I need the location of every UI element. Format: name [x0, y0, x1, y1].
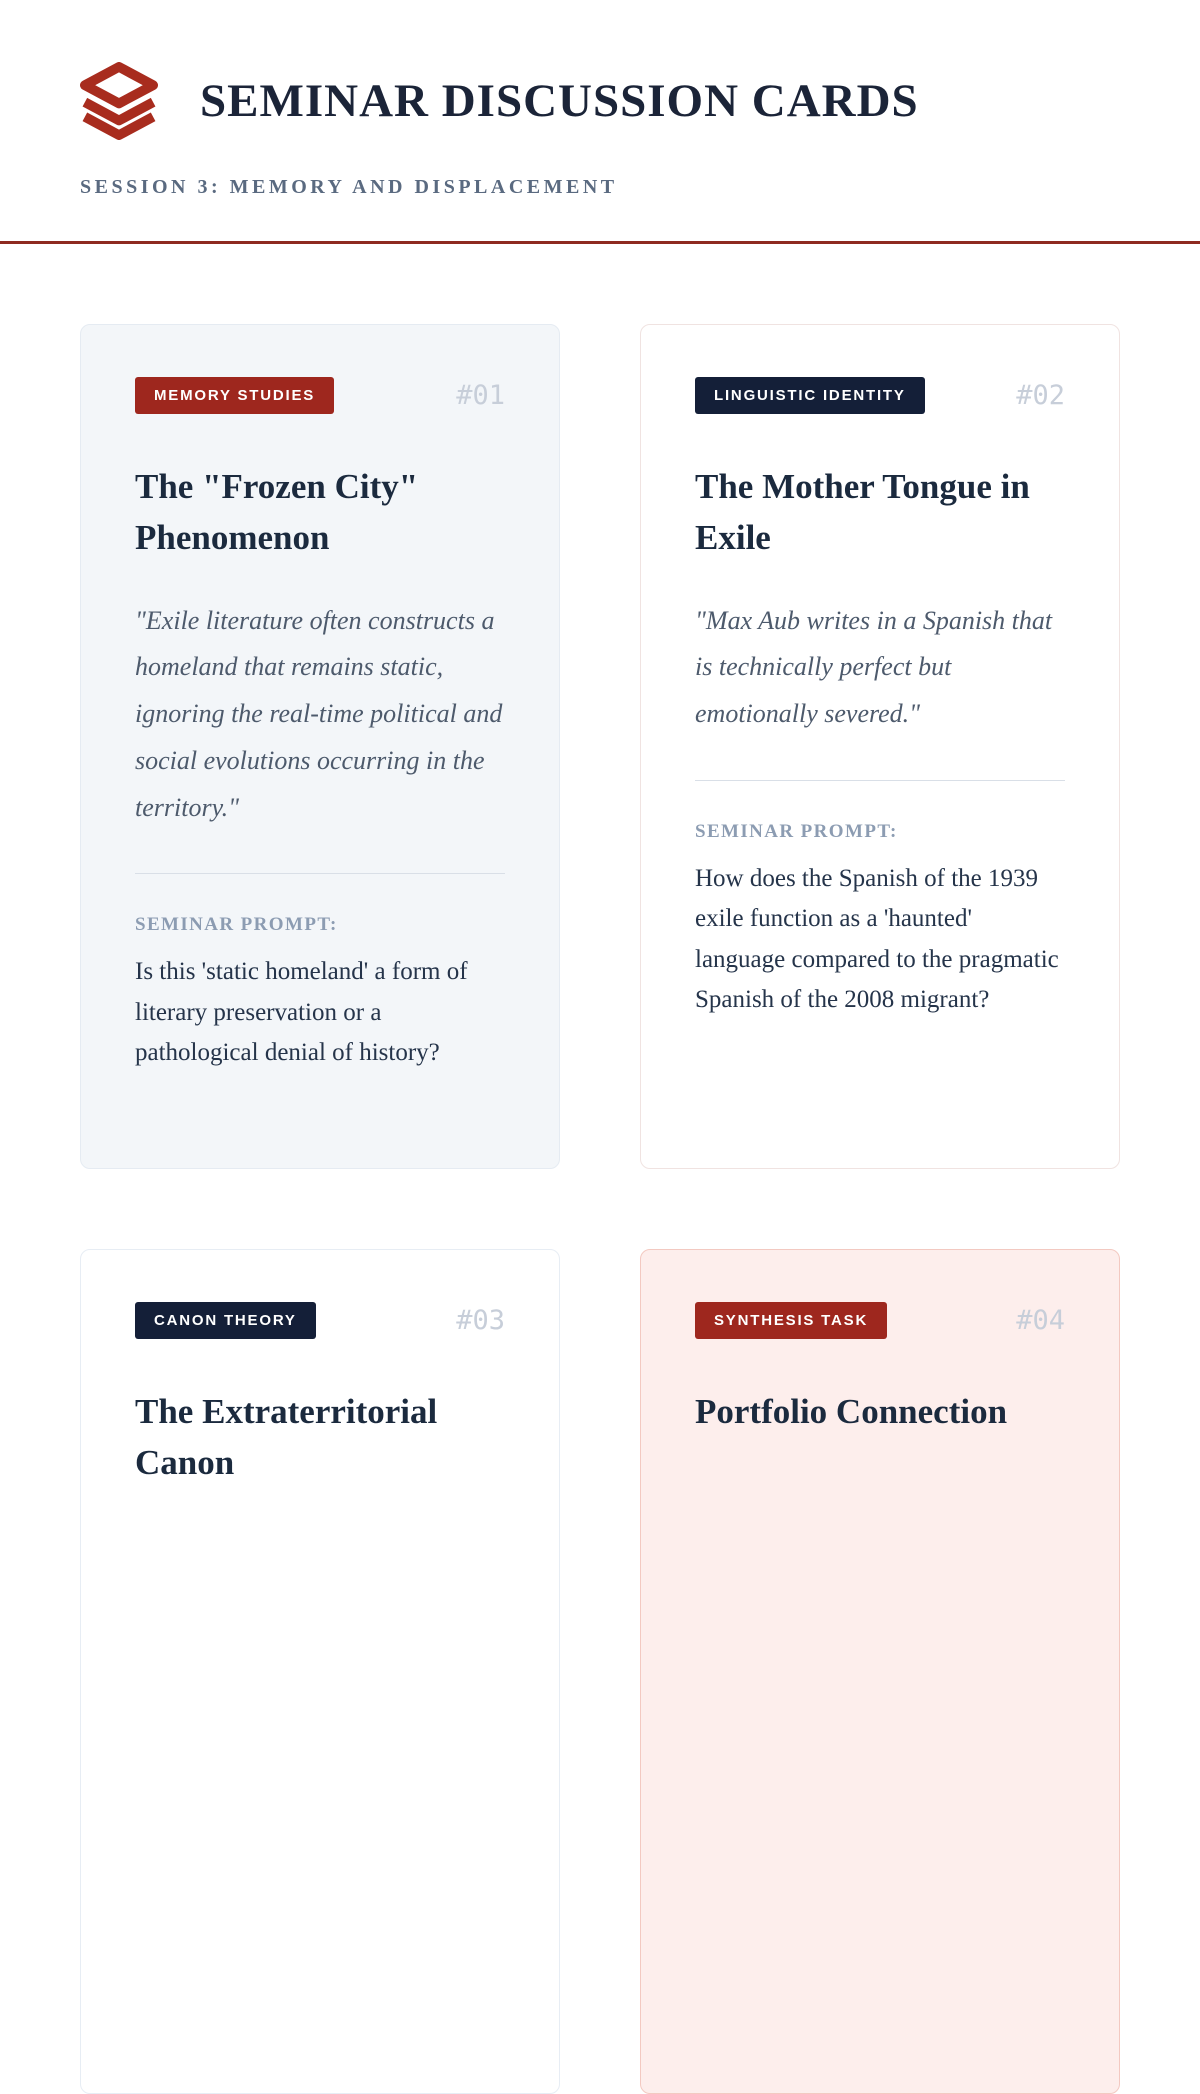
- card-quote: "Max Aub writes in a Spanish that is technically perfect but emotionally severed.": [695, 605, 1053, 729]
- card-top-row: [695, 1302, 1065, 1339]
- prompt-text: How does the Spanish of the 1939 exile function as a 'haunted' language compared to the pragmatic Spanish of the 2008 migrant?: [695, 864, 1059, 1014]
- card-divider: [135, 873, 505, 874]
- discussion-card: [80, 1249, 560, 2094]
- layers-icon: [80, 62, 158, 140]
- category-badge: MEMORY STUDIES: [135, 377, 334, 414]
- header-row: [80, 62, 1120, 140]
- prompt-label: SEMINAR PROMPT:: [135, 914, 338, 936]
- card-title: The Extraterritorial Canon: [135, 1392, 438, 1482]
- card-title: The Mother Tongue in Exile: [695, 467, 1030, 557]
- card-number: #04: [1016, 1305, 1065, 1336]
- session-subtitle: SESSION 3: MEMORY AND DISPLACEMENT: [80, 176, 618, 198]
- card-title: The "Frozen City" Phenomenon: [135, 467, 419, 557]
- prompt-label: SEMINAR PROMPT:: [695, 820, 898, 842]
- card-quote: "Exile literature often constructs a homeland that remains static, ignoring the real-time political and social evolutions occurring in the territory.": [135, 605, 503, 822]
- card-top-row: [135, 1302, 505, 1339]
- card-top-row: [135, 377, 505, 414]
- discussion-card: [80, 324, 560, 1169]
- card-number: #03: [456, 1305, 505, 1336]
- page-header: [0, 0, 1200, 199]
- card-top-row: [695, 377, 1065, 414]
- card-number: #02: [1016, 380, 1065, 411]
- category-badge: SYNTHESIS TASK: [695, 1302, 887, 1339]
- category-badge: CANON THEORY: [135, 1302, 316, 1339]
- prompt-text: Is this 'static homeland' a form of literary preservation or a pathological denial of history?: [135, 958, 468, 1067]
- card-number: #01: [456, 380, 505, 411]
- discussion-card: [640, 1249, 1120, 2094]
- page-title: SEMINAR DISCUSSION CARDS: [200, 75, 919, 127]
- category-badge: LINGUISTIC IDENTITY: [695, 377, 925, 414]
- discussion-card: [640, 324, 1120, 1169]
- cards-grid: [0, 244, 1200, 2094]
- card-title: Portfolio Connection: [695, 1392, 1008, 1431]
- card-divider: [695, 780, 1065, 781]
